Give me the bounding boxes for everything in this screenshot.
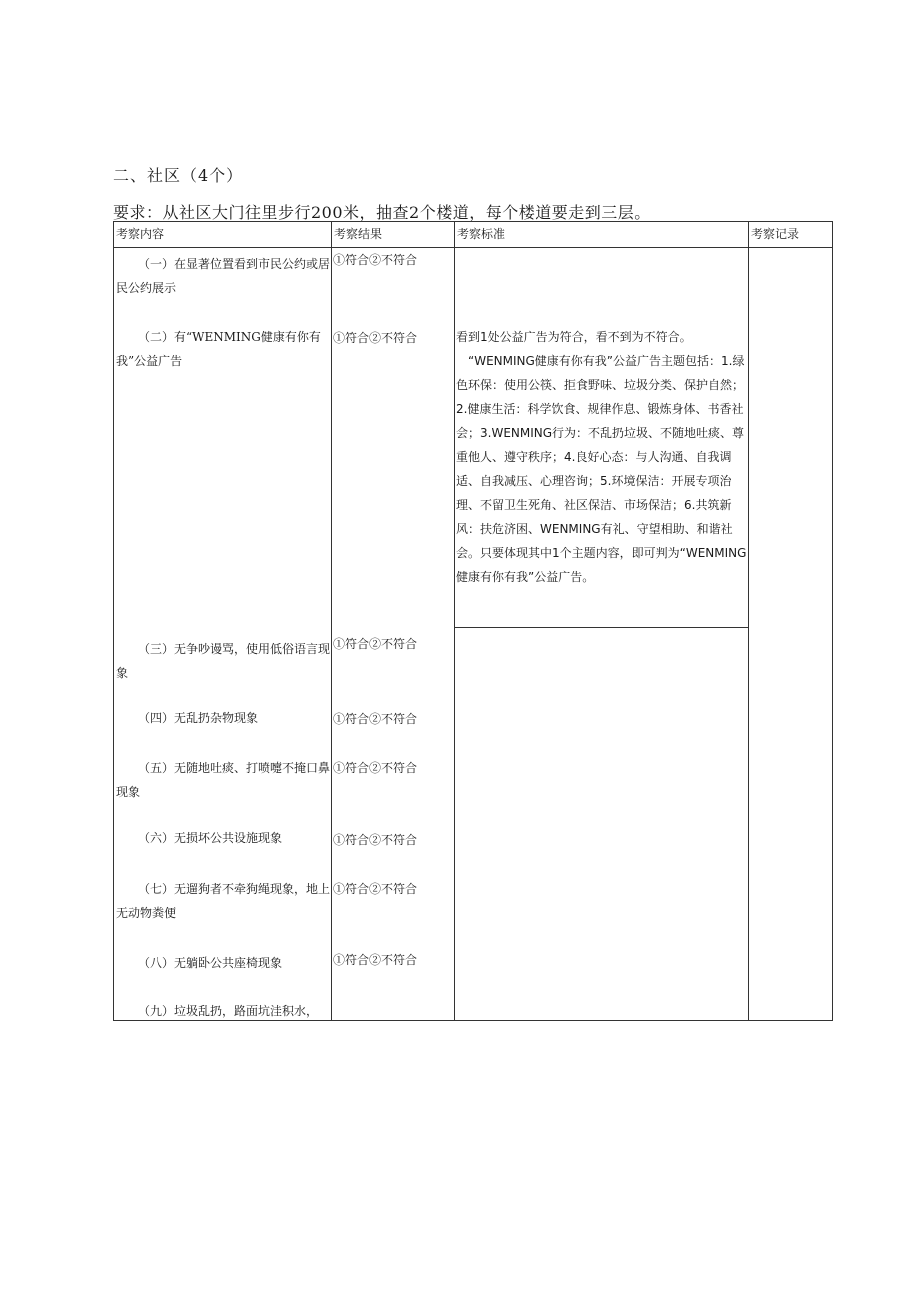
inspection-table [113, 221, 833, 1021]
table-row-content: （四）无乱扔杂物现象 [138, 711, 259, 725]
table-row-content: （六）无损坏公共设施现象 [138, 831, 283, 845]
standard-line-1: 看到1处公益广告为符合，看不到为不符合。 [456, 330, 692, 344]
table-row-result[interactable]: ①符合②不符合 [333, 712, 418, 726]
table-row-content: （一）在显著位置看到市民公约或居民公约展示 [116, 257, 331, 295]
table-row-content: （二）有“WENMING健康有你有我”公益广告 [116, 330, 321, 368]
header-content: 考察内容 [116, 227, 165, 241]
header-result: 考察结果 [334, 227, 383, 241]
table-row-content: （九）垃圾乱扔，路面坑洼积水， [138, 1004, 319, 1018]
column-divider [748, 222, 749, 1020]
header-record: 考察记录 [751, 227, 800, 241]
table-row-content: （七）无遛狗者不牵狗绳现象，地上无动物粪便 [116, 882, 331, 920]
standard-text [456, 325, 748, 589]
standard-row-divider [454, 627, 748, 628]
table-row-result[interactable]: ①符合②不符合 [333, 833, 418, 847]
table-row-content: （三）无争吵谩骂，使用低俗语言现象 [116, 642, 331, 680]
table-row-result[interactable]: ①符合②不符合 [333, 761, 418, 775]
table-row-result[interactable]: ①符合②不符合 [333, 882, 418, 896]
section-requirement: 要求：从社区大门往里步行200米，抽查2个楼道，每个楼道要走到三层。 [113, 203, 651, 222]
table-row-result[interactable]: ①符合②不符合 [333, 637, 418, 651]
standard-line-2: “WENMING健康有你有我”公益广告主题包括：1.绿色环保：使用公筷、拒食野味、垃圾分类、保护自然；2.健康生活：科学饮食、规律作息、锻炼身体、书香社会；3.WENMING行为：不乱扔垃圾、不随地吐痰、尊重他人、遵守秩序；4.良好心态：与人沟通、自我调适、自我减压、心理咨询；5.环境保洁：开展专项治理、不留卫生死角、社区保洁、市场保洁；6.共筑新风：扶危济困、WENMING有礼、守望相助、和谐社会。只要体现其中1个主题内容，即可判为“WENMING健康有你有我”公益广告。 [456, 354, 747, 584]
header-divider [114, 247, 832, 248]
header-standard: 考察标准 [457, 227, 506, 241]
column-divider [331, 222, 332, 1020]
table-row-content: （五）无随地吐痰、打喷嚏不掩口鼻现象 [116, 761, 331, 799]
section-heading: 二、社区（4个） [113, 166, 244, 185]
column-divider [454, 222, 455, 1020]
table-row-result[interactable]: ①符合②不符合 [333, 253, 418, 267]
table-row-content: （八）无躺卧公共座椅现象 [138, 956, 283, 970]
table-row-result[interactable]: ①符合②不符合 [333, 331, 418, 345]
table-row-result[interactable]: ①符合②不符合 [333, 953, 418, 967]
